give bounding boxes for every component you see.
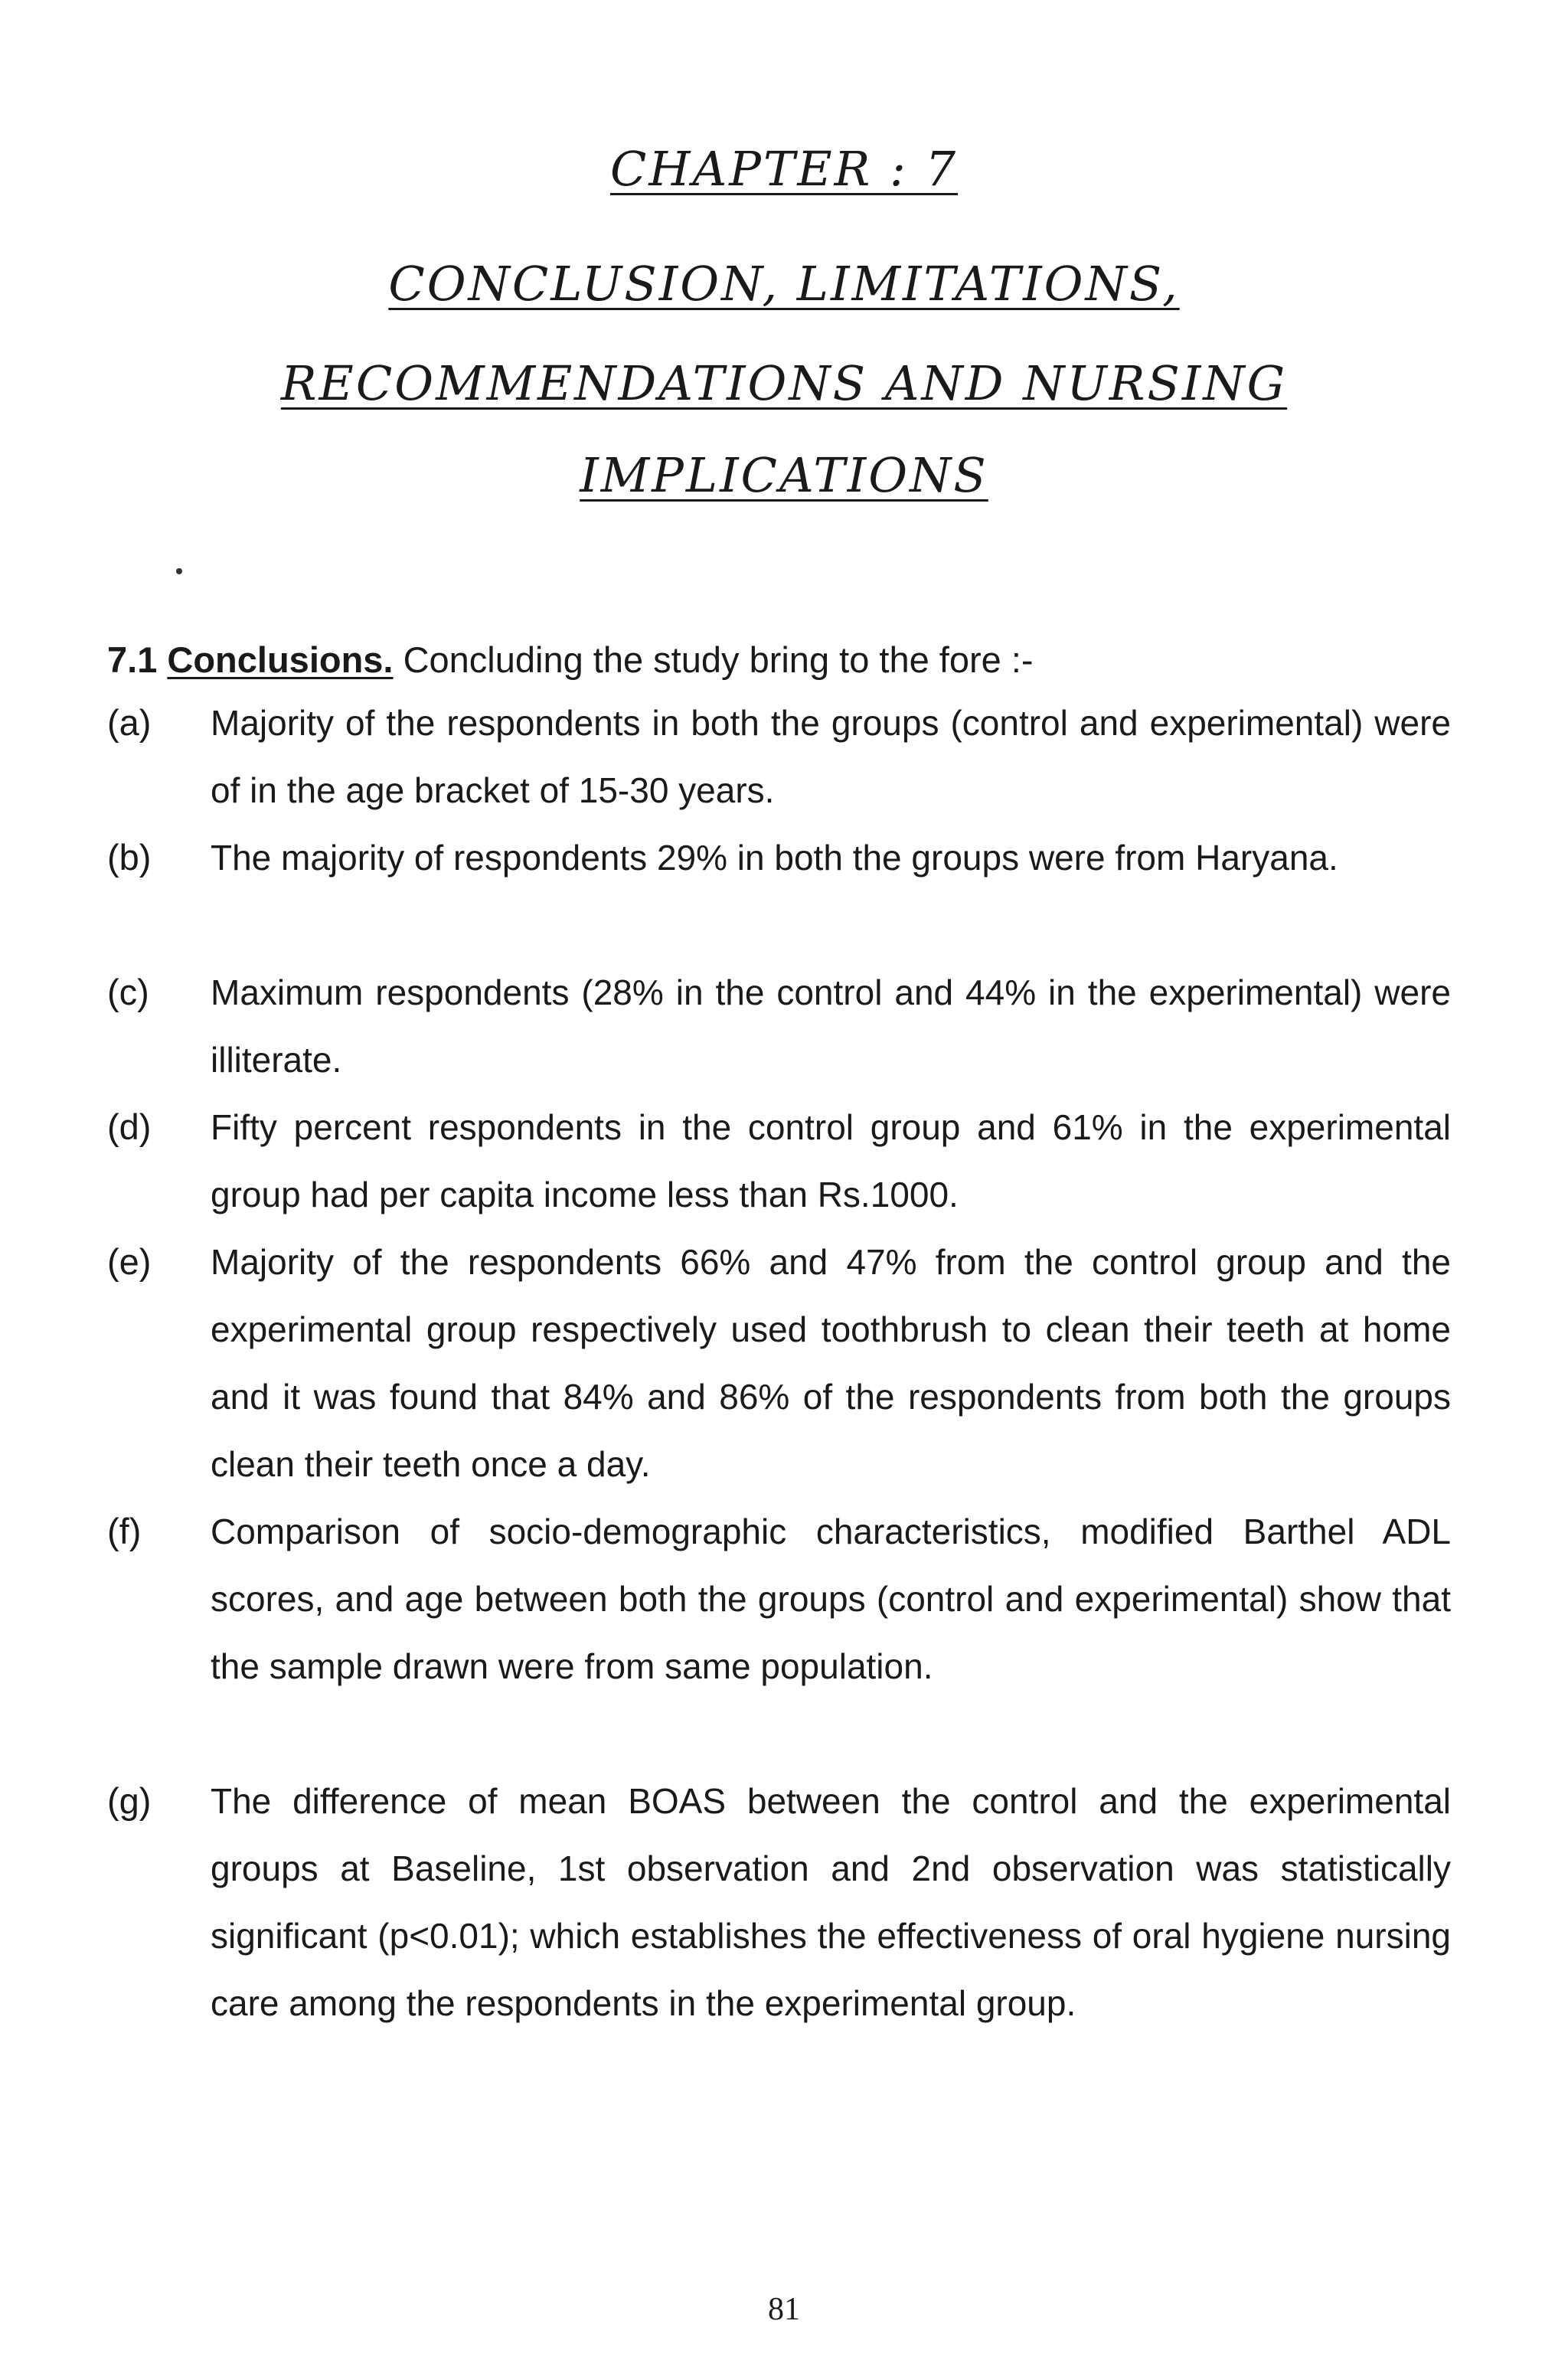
list-item-marker: (d) (107, 1106, 152, 1147)
list-item-text: The majority of respondents 29% in both the groups were from Haryana. (211, 838, 1338, 878)
section-heading (107, 637, 1034, 683)
page-number: 81 (768, 2292, 800, 2327)
list-item-marker: (c) (107, 972, 149, 1012)
list-item-text: Majority of the respondents 66% and 47% from the control group and the experimental group respectively used toothbrush to clean their teeth at home and it was found that 84% and 86% of the respondents from both the groups clean their teeth once a day. (211, 1242, 1451, 1484)
chapter-title-line-3-text: IMPLICATIONS (580, 447, 988, 503)
chapter-title-line-2 (0, 355, 1568, 411)
list-item-marker: (f) (107, 1511, 142, 1551)
list-item-marker: (e) (107, 1241, 152, 1282)
list-item-marker: (a) (107, 702, 152, 743)
stray-dot-mark (176, 568, 182, 574)
chapter-title-line-1 (0, 256, 1568, 312)
list-item-text: Maximum respondents (28% in the control and 44% in the experimental) were illiterate. (211, 972, 1451, 1080)
list-item-text: Majority of the respondents in both the groups (control and experimental) were of in the age bracket of 15-30 years. (211, 703, 1451, 810)
list-item-text: The difference of mean BOAS between the control and the experimental groups at Baseline, 1st observation and 2nd observation was statistically significant (p<0.01); which establishes the effectiveness of oral hygiene nursing care among the respondents in the experimental group. (211, 1781, 1451, 2023)
list-item-text: Comparison of socio-demographic characteristics, modified Barthel ADL scores, and age between both the groups (control and experimental) show that the sample drawn were from same population. (211, 1512, 1451, 1686)
chapter-label (0, 141, 1568, 197)
section-title: Conclusions. (167, 639, 394, 680)
list-item-marker: (g) (107, 1780, 152, 1821)
chapter-title-line-1-text: CONCLUSION, LIMITATIONS, (388, 256, 1180, 312)
list-item-text: Fifty percent respondents in the control group and 61% in the experimental group had per capita income less than Rs.1000. (211, 1107, 1451, 1214)
section-intro: Concluding the study bring to the fore :- (403, 639, 1034, 680)
chapter-label-text: CHAPTER : 7 (609, 141, 959, 197)
chapter-title-line-3 (0, 447, 1568, 503)
list-item-marker: (b) (107, 837, 152, 878)
chapter-title-line-2-text: RECOMMENDATIONS AND NURSING (280, 355, 1288, 411)
section-number: 7.1 (107, 639, 158, 680)
